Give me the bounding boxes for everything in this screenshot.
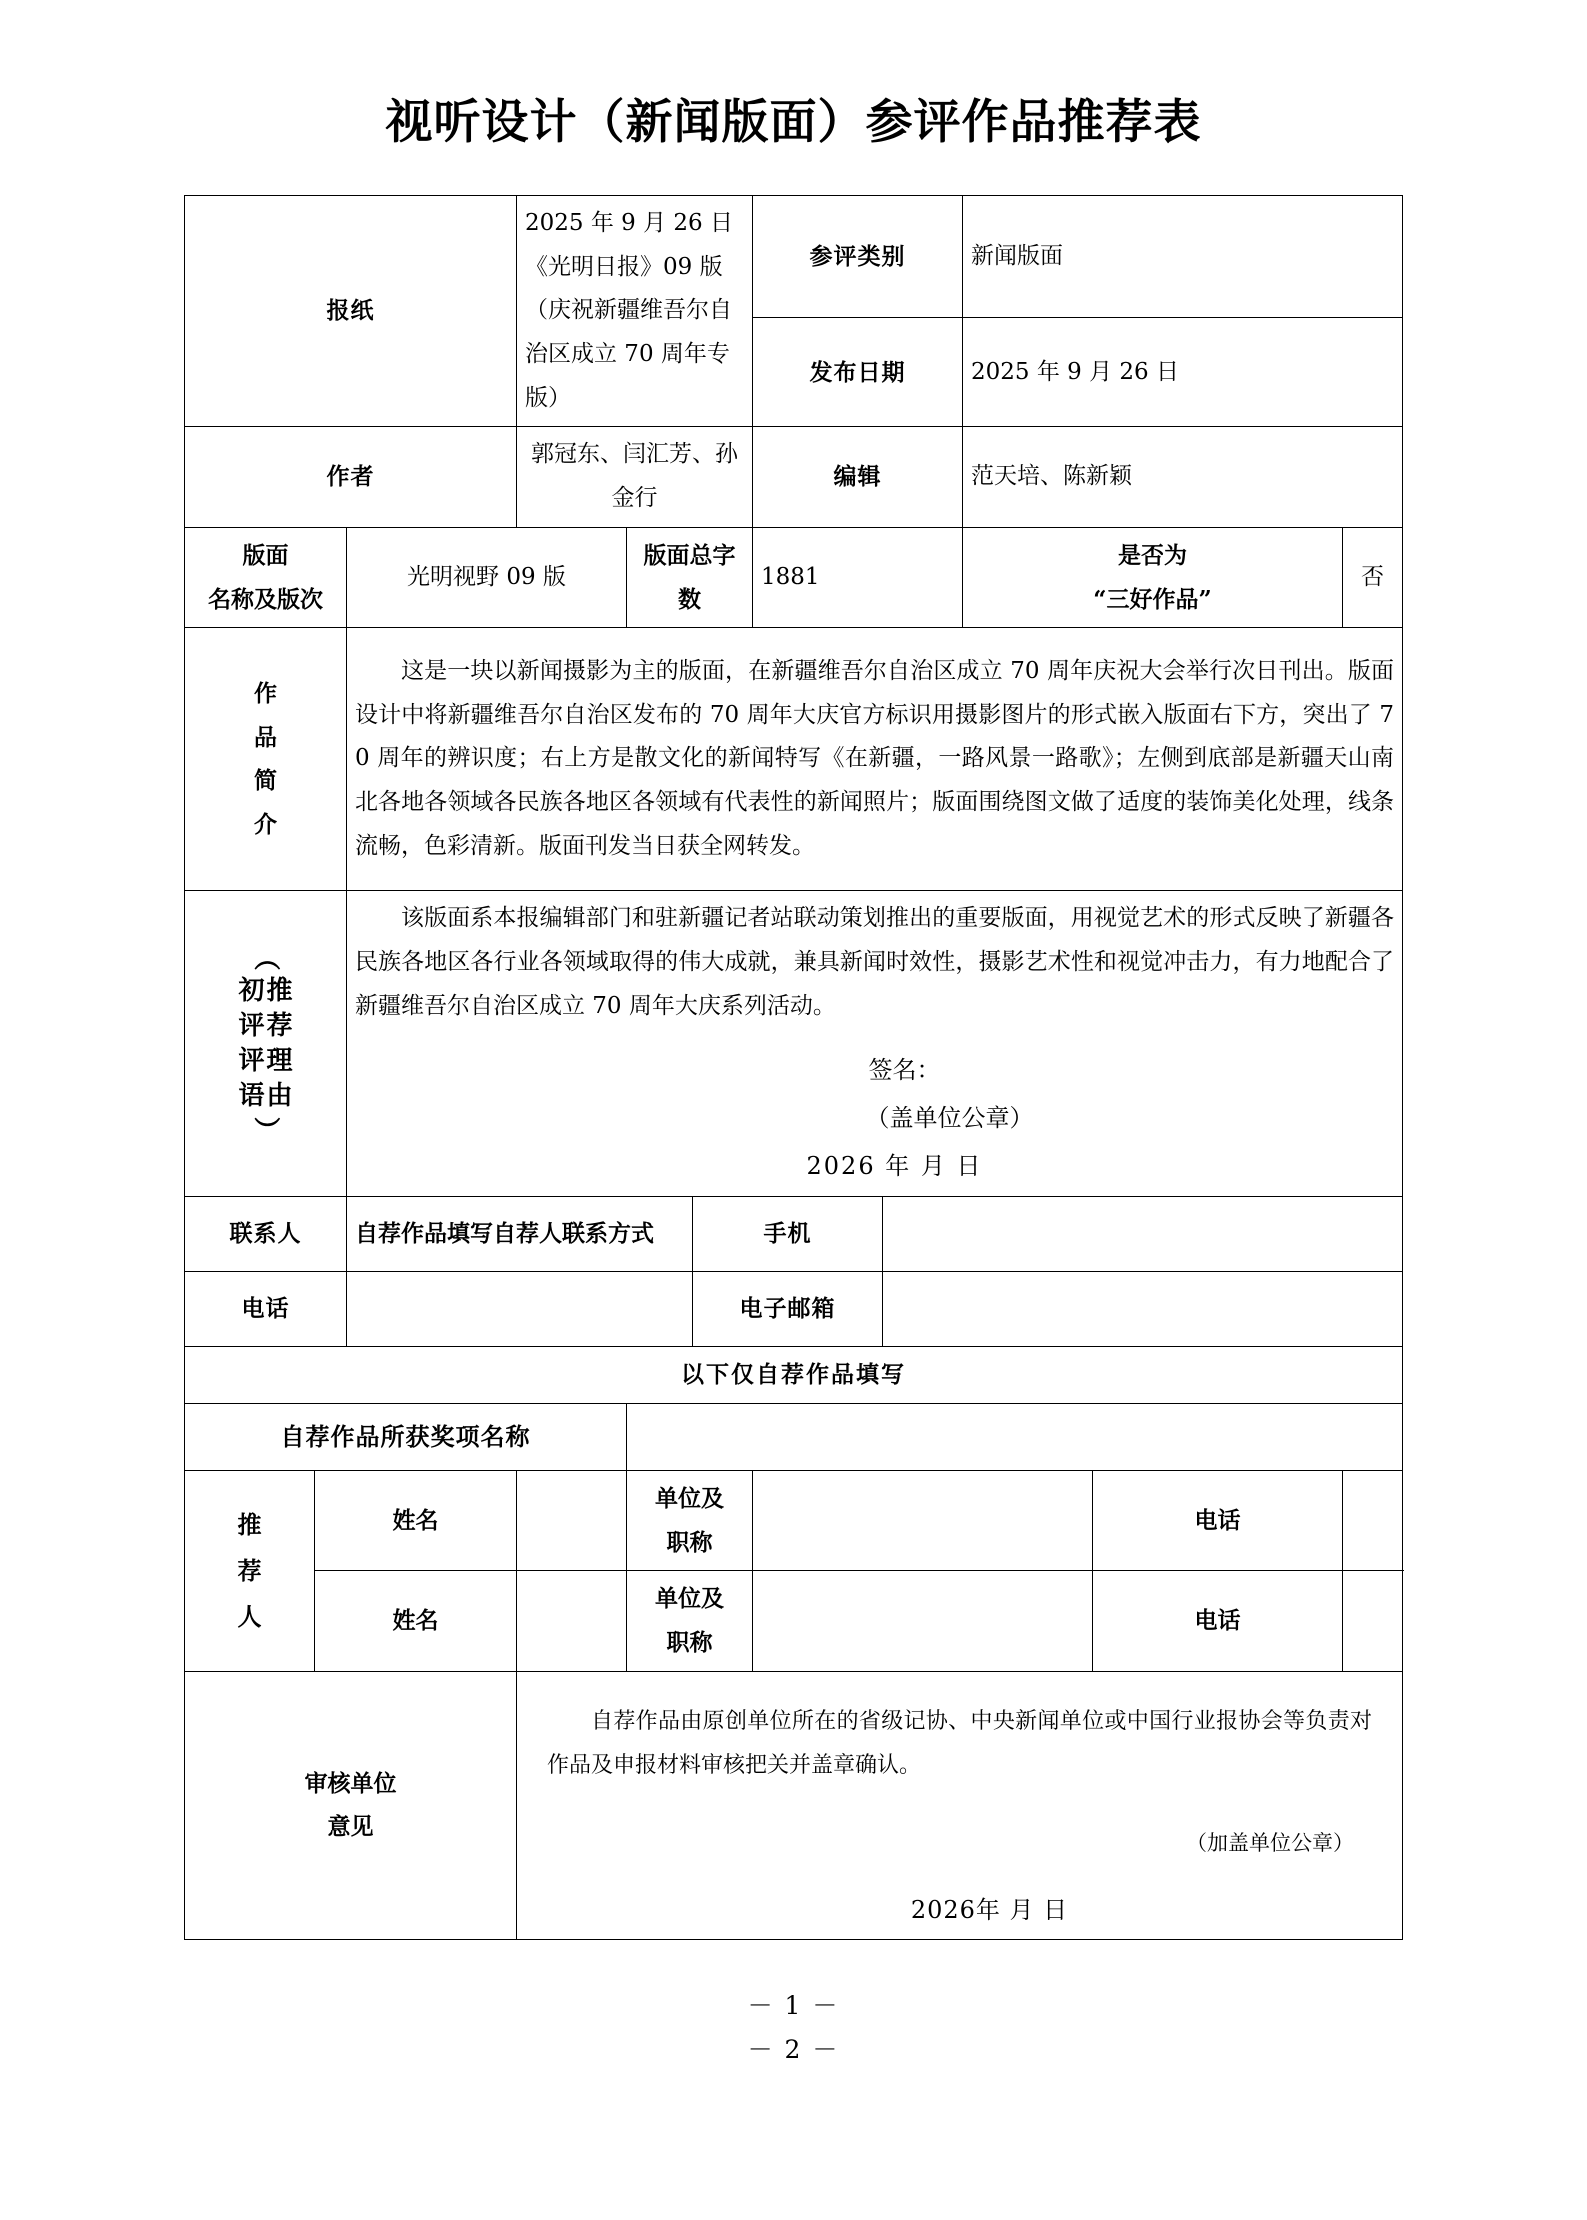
recommender-2-unit-label-line2: 职称 [666, 1629, 713, 1657]
review-label-col-right [266, 974, 292, 1114]
contact-person-value[interactable]: 自荐作品填写自荐人联系方式 [346, 1197, 692, 1272]
recommender-1-name-value[interactable] [517, 1470, 627, 1570]
three-good-label [963, 527, 1343, 627]
publish-date-value[interactable]: 2025 年 9 月 26 日 [963, 318, 1403, 427]
recommender-1-unit-label-line1: 单位及 [655, 1484, 724, 1512]
table-row-author-editor [184, 427, 1402, 527]
review-label [184, 891, 346, 1197]
page-name-value[interactable]: 光明视野 09 版 [346, 527, 626, 627]
table-row-recommender-1 [184, 1470, 1402, 1570]
page-title-prefix: 视听设计（新闻版面） [385, 95, 866, 150]
review-label-paren-close: ） [251, 1116, 282, 1143]
recommender-1-unit-value[interactable] [753, 1470, 1093, 1570]
page-name-label-line1: 版面 [242, 541, 289, 569]
word-count-label [627, 527, 753, 627]
review-label-right-1: 荐 [266, 1010, 293, 1041]
recommender-1-phone-value[interactable] [1343, 1470, 1403, 1570]
table-row-page-info [184, 527, 1402, 627]
page-title-suffix: 参评作品推荐表 [865, 95, 1202, 150]
footer-page-1: － 1 － [747, 1991, 840, 2021]
footer-page-2: － 2 － [747, 2034, 840, 2064]
recommendation-form-table [184, 195, 1403, 1940]
intro-text: 这是一块以新闻摄影为主的版面，在新疆维吾尔自治区成立 70 周年庆祝大会举行次日刊出。版面设计中将新疆维吾尔自治区发布的 70 周年大庆官方标识用摄影图片的形式嵌入版面右下方，突出了 70 周年的辨识度；右上方是散文化的新闻特写《在新疆，一路风景一路歌》；左侧到底部是新疆天山南北各地各领域各民族各地区各领域有代表性的新闻照片；版面围绕图文做了适度的装饰美化处理，线条流畅，色彩清新。版面刊发当日获全网转发。 [354, 658, 1395, 859]
editor-label: 编辑 [753, 427, 963, 527]
email-label: 电子邮箱 [693, 1272, 883, 1347]
self-rec-section-heading: 以下仅自荐作品填写 [184, 1347, 1402, 1404]
review-label-right-3: 由 [266, 1080, 293, 1111]
newspaper-value[interactable]: 2025 年 9 月 26 日《光明日报》09 版（庆祝新疆维吾尔自治区成立 70 周年专版） [517, 196, 753, 427]
intro-text-cell[interactable] [346, 628, 1402, 891]
audit-label [184, 1671, 516, 1939]
recommender-label-char-0: 推 [237, 1510, 262, 1540]
newspaper-label: 报纸 [184, 196, 516, 427]
recommender-2-unit-label-line1: 单位及 [655, 1585, 724, 1613]
word-count-label-line1: 版面总字 [643, 541, 736, 569]
recommender-label [184, 1470, 314, 1671]
intro-label-char-1: 品 [253, 723, 277, 751]
review-signature-block [355, 1046, 1394, 1190]
review-label-right-0: 推 [266, 975, 293, 1006]
page-footer [0, 1984, 1587, 2072]
review-label-left-3: 语 [238, 1080, 265, 1111]
three-good-value[interactable]: 否 [1343, 527, 1403, 627]
table-row-phone-email [184, 1272, 1402, 1347]
publish-date-label: 发布日期 [753, 318, 963, 427]
review-label-left-2: 评 [238, 1045, 265, 1076]
review-text: 该版面系本报编辑部门和驻新疆记者站联动策划推出的重要版面，用视觉艺术的形式反映了新疆各民族各地区各行业各领域取得的伟大成就，兼具新闻时效性，摄影艺术性和视觉冲击力，有力地配合了新疆维吾尔自治区成立 70 周年大庆系列活动。 [354, 905, 1395, 1019]
recommender-1-phone-label: 电话 [1093, 1470, 1343, 1570]
recommender-1-unit-label-line2: 职称 [666, 1528, 713, 1556]
audit-label-line2: 意见 [327, 1813, 374, 1841]
review-label-left-1: 评 [238, 1010, 265, 1041]
category-label: 参评类别 [753, 196, 963, 318]
recommender-label-char-2: 人 [237, 1601, 262, 1631]
word-count-label-line2: 数 [678, 585, 701, 613]
audit-label-line1: 审核单位 [304, 1769, 397, 1797]
author-label: 作者 [184, 427, 516, 527]
award-value[interactable] [627, 1403, 1403, 1470]
page-title [0, 96, 1587, 150]
recommender-2-unit-label [627, 1571, 753, 1671]
recommender-2-name-label: 姓名 [314, 1571, 516, 1671]
recommender-2-phone-label: 电话 [1093, 1571, 1343, 1671]
recommender-2-phone-value[interactable] [1343, 1571, 1403, 1671]
recommender-1-unit-label [627, 1470, 753, 1570]
recommender-1-name-label: 姓名 [314, 1470, 516, 1570]
intro-label-char-2: 简 [253, 767, 277, 795]
review-label-left-0: 初 [238, 975, 265, 1006]
editor-value[interactable]: 范天培、陈新颖 [963, 427, 1403, 527]
award-label: 自荐作品所获奖项名称 [184, 1403, 626, 1470]
audit-text: 自荐作品由原创单位所在的省级记协、中央新闻单位或中国行业报协会等负责对作品及申报材料审核把关并盖章确认。 [547, 1708, 1373, 1778]
table-row-recommender-2 [184, 1571, 1402, 1671]
recommender-label-char-1: 荐 [237, 1556, 262, 1586]
table-row-self-rec-heading [184, 1347, 1402, 1404]
table-row-intro [184, 628, 1402, 891]
word-count-value[interactable]: 1881 [753, 527, 963, 627]
page-name-label [184, 527, 346, 627]
audit-seal-line: （加盖单位公章） [1186, 1830, 1355, 1855]
intro-label [184, 628, 346, 891]
review-text-cell[interactable] [346, 891, 1402, 1197]
email-value[interactable] [883, 1272, 1403, 1347]
mobile-label: 手机 [693, 1197, 883, 1272]
review-seal-line: （盖单位公章） [865, 1104, 1034, 1133]
review-signature-line[interactable]: 签名： [868, 1056, 941, 1085]
recommender-2-name-value[interactable] [517, 1571, 627, 1671]
recommender-2-unit-value[interactable] [753, 1571, 1093, 1671]
intro-label-char-0: 作 [253, 679, 277, 707]
table-row-contact-person [184, 1197, 1402, 1272]
mobile-value[interactable] [883, 1197, 1403, 1272]
three-good-label-line2: “三好作品” [1093, 585, 1212, 613]
author-value[interactable]: 郭冠东、闫汇芳、孙金行 [517, 427, 753, 527]
intro-label-char-3: 介 [253, 810, 277, 838]
audit-content-cell[interactable] [517, 1671, 1403, 1939]
audit-text-wrap [525, 1678, 1394, 1798]
page-name-label-line2: 名称及版次 [207, 585, 323, 613]
table-row-review [184, 891, 1402, 1197]
table-row-award [184, 1403, 1402, 1470]
review-label-col-left [238, 974, 264, 1114]
audit-date-line[interactable]: 2026年 月 日 [910, 1895, 1069, 1924]
category-value[interactable]: 新闻版面 [963, 196, 1403, 318]
contact-person-label: 联系人 [184, 1197, 346, 1272]
review-label-right-2: 理 [266, 1045, 293, 1076]
review-date-line[interactable]: 2026 年 月 日 [806, 1152, 983, 1181]
table-row-newspaper-category [184, 196, 1402, 318]
review-label-paren-open: （ [251, 944, 282, 971]
phone-value[interactable] [346, 1272, 692, 1347]
three-good-label-line1: 是否为 [1118, 541, 1188, 569]
document-page [0, 96, 1587, 2220]
table-row-audit [184, 1671, 1402, 1939]
phone-label: 电话 [184, 1272, 346, 1347]
